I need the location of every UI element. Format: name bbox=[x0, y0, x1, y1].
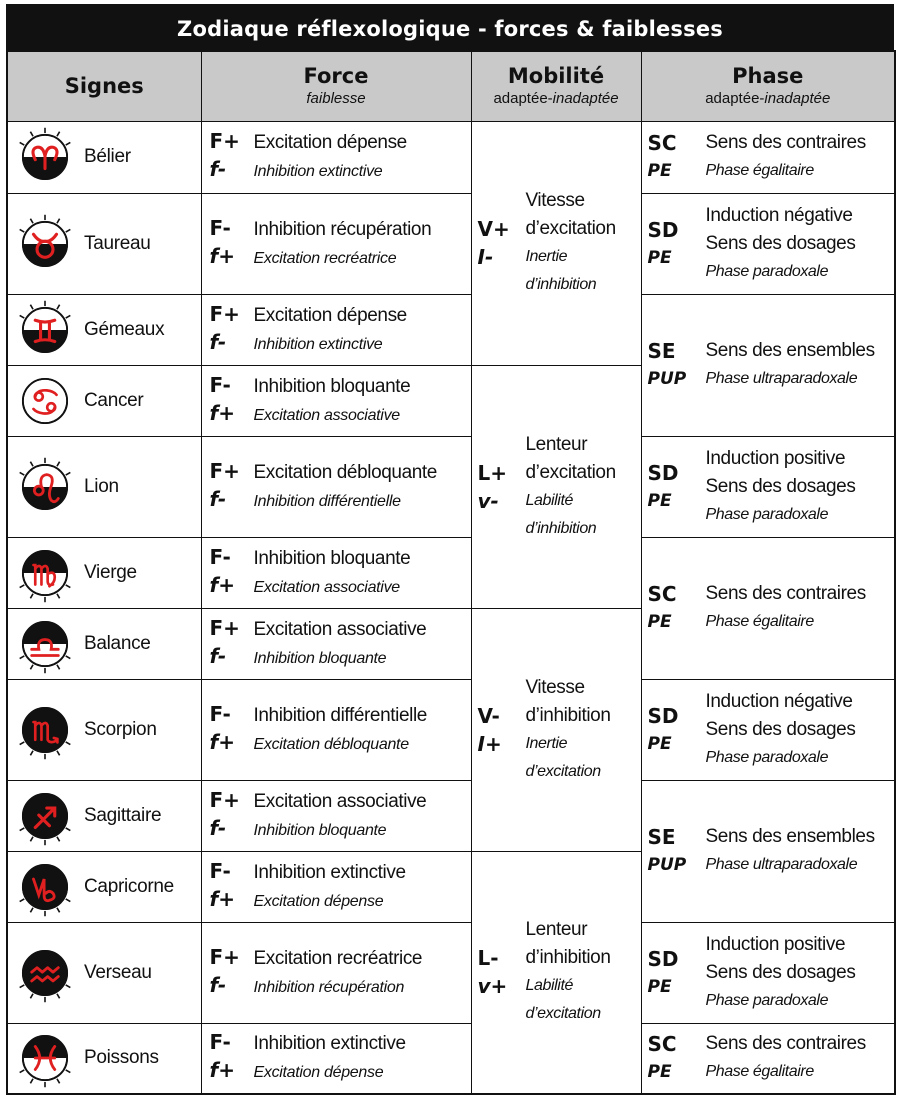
phase-code: SC bbox=[647, 582, 677, 606]
mobility-cell bbox=[471, 121, 641, 365]
sign-cell bbox=[7, 436, 201, 537]
capricorn-icon bbox=[14, 856, 76, 918]
phase-line: Sens des dosages bbox=[705, 961, 856, 983]
mobility-line: Lenteur bbox=[525, 919, 588, 941]
table-row bbox=[7, 193, 895, 294]
force-code: F+ bbox=[209, 787, 240, 812]
phase-code: SC bbox=[647, 131, 677, 155]
mobility-cell bbox=[471, 608, 641, 851]
mobility-code: V- bbox=[477, 703, 500, 728]
force-text: Inhibition bloquante bbox=[253, 375, 411, 397]
force-code: F- bbox=[209, 701, 231, 726]
force-cell bbox=[201, 121, 471, 193]
phase-code: SD bbox=[647, 703, 679, 728]
phase-cell bbox=[641, 121, 895, 193]
sign-cell bbox=[7, 922, 201, 1023]
sign-cell bbox=[7, 1023, 201, 1094]
force-cell bbox=[201, 193, 471, 294]
force-text: Excitation dépense bbox=[253, 304, 407, 326]
table-row bbox=[7, 922, 895, 1023]
phase-subcode: PE bbox=[647, 247, 672, 268]
weakness-code: f+ bbox=[209, 729, 235, 754]
sign-name: Sagittaire bbox=[84, 804, 162, 826]
phase-subcode: PE bbox=[647, 161, 672, 181]
mobility-code: L- bbox=[477, 946, 499, 971]
force-text: Excitation associative bbox=[253, 790, 427, 812]
phase-line: Induction positive bbox=[705, 933, 846, 955]
header-mobility: Mobilité adaptée-inadaptée bbox=[471, 51, 641, 121]
sign-cell bbox=[7, 121, 201, 193]
sign-name: Bélier bbox=[84, 146, 131, 167]
weakness-text: Inhibition différentielle bbox=[253, 492, 401, 510]
force-code: F+ bbox=[209, 944, 240, 969]
force-text: Inhibition récupération bbox=[253, 218, 432, 240]
force-cell bbox=[201, 780, 471, 851]
gemini-icon bbox=[14, 299, 76, 361]
header-phase: Phase adaptée-inadaptée bbox=[641, 51, 895, 121]
phase-line: Sens des contraires bbox=[705, 132, 866, 153]
phase-code: SD bbox=[647, 217, 679, 242]
cancer-icon bbox=[14, 370, 76, 432]
force-text: Excitation débloquante bbox=[253, 461, 437, 483]
force-code: F- bbox=[209, 372, 231, 397]
phase-code: SE bbox=[647, 339, 676, 363]
phase-line: Sens des ensembles bbox=[705, 340, 875, 361]
aries-icon bbox=[14, 126, 76, 188]
mobility-line: Inertie bbox=[525, 734, 568, 752]
zodiac-table bbox=[6, 50, 896, 1095]
mobility-cell bbox=[471, 851, 641, 1094]
mobility-line: d’excitation bbox=[525, 218, 616, 239]
sagittarius-icon bbox=[14, 785, 76, 847]
sign-name: Vierge bbox=[84, 561, 137, 583]
phase-cell bbox=[641, 294, 895, 436]
taurus-icon bbox=[14, 213, 76, 275]
weakness-text: Excitation débloquante bbox=[253, 735, 409, 753]
phase-italic: Phase ultraparadoxale bbox=[705, 370, 858, 387]
sign-cell bbox=[7, 679, 201, 780]
weakness-text: Inhibition bloquante bbox=[253, 821, 387, 839]
phase-code: SE bbox=[647, 825, 676, 849]
phase-cell bbox=[641, 537, 895, 679]
table-row bbox=[7, 780, 895, 851]
mobility-code: L+ bbox=[477, 460, 508, 485]
force-text: Inhibition bloquante bbox=[253, 547, 411, 569]
weakness-text: Inhibition récupération bbox=[253, 978, 405, 996]
scorpio-icon bbox=[14, 699, 76, 761]
sign-cell bbox=[7, 780, 201, 851]
sign-cell bbox=[7, 608, 201, 679]
phase-subcode: PUP bbox=[647, 369, 687, 389]
force-cell bbox=[201, 851, 471, 922]
weakness-code: f+ bbox=[209, 572, 235, 597]
weakness-code: f- bbox=[209, 815, 227, 840]
phase-cell bbox=[641, 1023, 895, 1094]
force-cell bbox=[201, 608, 471, 679]
mobility-line: Labilité bbox=[525, 491, 574, 509]
weakness-text: Excitation recréatrice bbox=[253, 249, 397, 267]
phase-code: SD bbox=[647, 946, 679, 971]
sign-cell bbox=[7, 537, 201, 608]
sign-cell bbox=[7, 365, 201, 436]
header-force: Force faiblesse bbox=[201, 51, 471, 121]
weakness-text: Inhibition bloquante bbox=[253, 649, 387, 667]
aquarius-icon bbox=[14, 942, 76, 1004]
header-signs: Signes bbox=[7, 51, 201, 121]
mobility-line: d’excitation bbox=[525, 1005, 601, 1023]
phase-subcode: PE bbox=[647, 490, 672, 511]
phase-italic: Phase égalitaire bbox=[705, 162, 814, 179]
phase-italic: Phase paradoxale bbox=[705, 262, 829, 280]
force-code: F+ bbox=[209, 615, 240, 640]
weakness-code: f+ bbox=[209, 243, 235, 268]
sign-name: Taureau bbox=[84, 232, 151, 254]
phase-line: Sens des contraires bbox=[705, 583, 866, 604]
table-row bbox=[7, 537, 895, 608]
phase-line: Sens des dosages bbox=[705, 475, 856, 497]
force-cell bbox=[201, 365, 471, 436]
force-text: Excitation associative bbox=[253, 618, 427, 640]
page-title: Zodiaque réflexologique - forces & faiblesses bbox=[6, 4, 894, 50]
virgo-icon bbox=[14, 542, 76, 604]
sign-cell bbox=[7, 851, 201, 922]
phase-subcode: PUP bbox=[647, 855, 687, 875]
mobility-line: d’inhibition bbox=[525, 519, 597, 537]
force-code: F- bbox=[209, 858, 231, 883]
force-code: F+ bbox=[209, 458, 240, 483]
force-cell bbox=[201, 436, 471, 537]
phase-subcode: PE bbox=[647, 976, 672, 997]
weakness-code: f+ bbox=[209, 400, 235, 425]
sign-name: Verseau bbox=[84, 961, 152, 983]
table-row bbox=[7, 436, 895, 537]
force-text: Inhibition différentielle bbox=[253, 704, 427, 726]
sign-name: Gémeaux bbox=[84, 318, 165, 340]
leo-icon bbox=[14, 456, 76, 518]
sign-name: Poissons bbox=[84, 1047, 159, 1069]
phase-cell bbox=[641, 193, 895, 294]
mobility-code: V+ bbox=[477, 217, 510, 241]
force-code: F+ bbox=[209, 301, 240, 326]
phase-line: Sens des dosages bbox=[705, 232, 856, 254]
sign-name: Capricorne bbox=[84, 875, 174, 897]
phase-subcode: PE bbox=[647, 733, 672, 754]
weakness-text: Excitation associative bbox=[253, 578, 400, 596]
phase-italic: Phase égalitaire bbox=[705, 1063, 814, 1081]
weakness-text: Excitation associative bbox=[253, 406, 400, 424]
weakness-code: f+ bbox=[209, 886, 235, 911]
weakness-code: f- bbox=[209, 329, 227, 354]
phase-subcode: PE bbox=[647, 612, 672, 632]
force-code: F- bbox=[209, 544, 231, 569]
phase-italic: Phase paradoxale bbox=[705, 991, 829, 1009]
phase-italic: Phase paradoxale bbox=[705, 748, 829, 766]
force-cell bbox=[201, 537, 471, 608]
weakness-code: f- bbox=[209, 643, 227, 668]
weakness-code: f- bbox=[209, 486, 227, 511]
mobility-subcode: I+ bbox=[477, 731, 502, 756]
sign-name: Scorpion bbox=[84, 718, 157, 740]
mobility-line: Vitesse bbox=[525, 676, 585, 698]
phase-line: Sens des dosages bbox=[705, 718, 856, 740]
phase-line: Induction négative bbox=[705, 204, 853, 226]
sign-name: Balance bbox=[84, 632, 151, 654]
force-text: Inhibition extinctive bbox=[253, 861, 406, 883]
mobility-line: d’inhibition bbox=[525, 276, 597, 293]
mobility-line: Lenteur bbox=[525, 433, 588, 455]
header-row bbox=[7, 51, 895, 121]
mobility-line: Vitesse bbox=[525, 190, 585, 211]
sign-cell bbox=[7, 294, 201, 365]
force-cell bbox=[201, 679, 471, 780]
libra-icon bbox=[14, 613, 76, 675]
sign-cell bbox=[7, 193, 201, 294]
phase-line: Induction positive bbox=[705, 447, 846, 469]
sign-name: Lion bbox=[84, 475, 119, 497]
mobility-line: Inertie bbox=[525, 248, 568, 265]
phase-line: Sens des contraires bbox=[705, 1033, 866, 1055]
force-text: Excitation dépense bbox=[253, 132, 407, 153]
force-cell bbox=[201, 1023, 471, 1094]
mobility-subcode: v+ bbox=[477, 974, 508, 999]
pisces-icon bbox=[14, 1027, 76, 1089]
phase-subcode: PE bbox=[647, 1062, 672, 1083]
phase-italic: Phase égalitaire bbox=[705, 613, 814, 630]
weakness-code: f- bbox=[209, 972, 227, 997]
weakness-text: Inhibition extinctive bbox=[253, 163, 383, 180]
phase-line: Sens des ensembles bbox=[705, 826, 875, 847]
mobility-line: d’inhibition bbox=[525, 947, 611, 969]
phase-italic: Phase paradoxale bbox=[705, 505, 829, 523]
mobility-line: d’inhibition bbox=[525, 704, 611, 726]
weakness-code: f+ bbox=[209, 1058, 235, 1083]
table-row bbox=[7, 679, 895, 780]
phase-line: Induction négative bbox=[705, 690, 853, 712]
phase-cell bbox=[641, 922, 895, 1023]
phase-code: SC bbox=[647, 1032, 677, 1057]
mobility-line: Labilité bbox=[525, 977, 574, 995]
mobility-line: d’excitation bbox=[525, 762, 601, 780]
weakness-text: Excitation dépense bbox=[253, 1064, 384, 1082]
weakness-code: f- bbox=[209, 157, 227, 181]
phase-cell bbox=[641, 780, 895, 922]
mobility-line: d’excitation bbox=[525, 461, 616, 483]
phase-italic: Phase ultraparadoxale bbox=[705, 856, 858, 873]
weakness-text: Excitation dépense bbox=[253, 892, 384, 910]
phase-code: SD bbox=[647, 460, 679, 485]
force-text: Excitation recréatrice bbox=[253, 947, 423, 969]
force-cell bbox=[201, 294, 471, 365]
phase-cell bbox=[641, 679, 895, 780]
table-body bbox=[7, 121, 895, 1094]
mobility-subcode: v- bbox=[477, 488, 499, 513]
force-code: F- bbox=[209, 215, 231, 240]
force-cell bbox=[201, 922, 471, 1023]
weakness-text: Inhibition extinctive bbox=[253, 335, 383, 353]
force-text: Inhibition extinctive bbox=[253, 1033, 406, 1055]
sign-name: Cancer bbox=[84, 389, 144, 411]
phase-cell bbox=[641, 436, 895, 537]
table-row bbox=[7, 294, 895, 365]
mobility-subcode: I- bbox=[477, 245, 494, 269]
force-code: F+ bbox=[209, 129, 240, 153]
mobility-cell bbox=[471, 365, 641, 608]
table-row bbox=[7, 1023, 895, 1094]
force-code: F- bbox=[209, 1030, 231, 1055]
table-row bbox=[7, 121, 895, 193]
